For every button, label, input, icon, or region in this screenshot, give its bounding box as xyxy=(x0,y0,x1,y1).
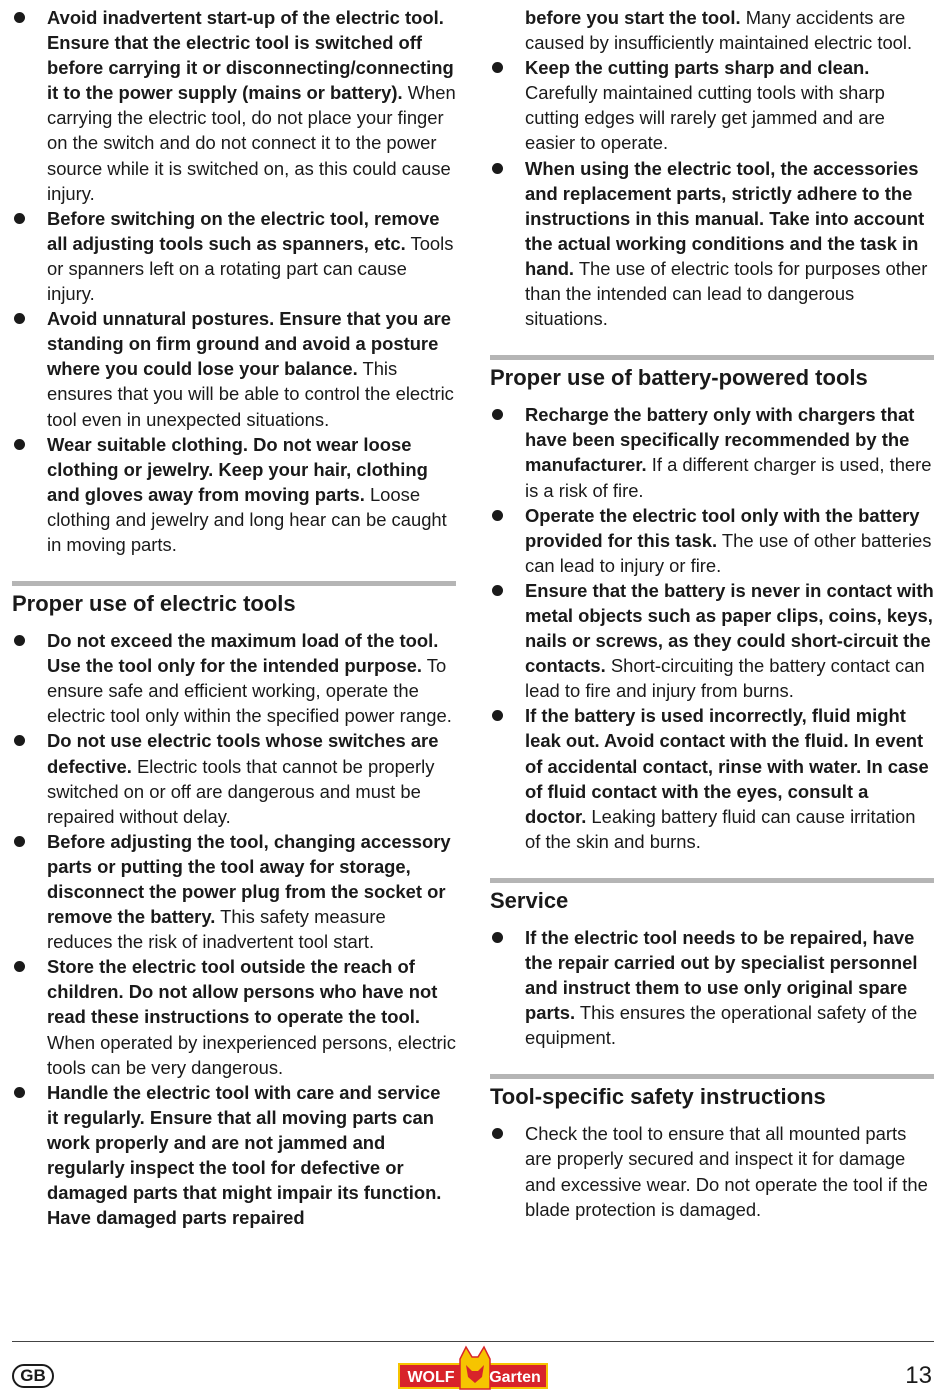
continued-paragraph xyxy=(490,5,934,55)
item-bold: Before switching on the electric tool, remove all adjusting tools such as spanners, etc. xyxy=(47,207,440,254)
item-bold: Operate the electric tool only with the battery provided for this task. xyxy=(525,504,920,551)
bullet-item xyxy=(12,5,456,206)
bullet-item xyxy=(12,954,456,1079)
item-text: This ensures the operational safety of the equipment. xyxy=(525,1002,918,1049)
item-bold: When using the electric tool, the accessories and replacement parts, strictly adhere to the instructions in this manual. Take into account the actual working conditions and the task in hand. xyxy=(525,157,925,279)
section-title-electric-tools: Proper use of electric tools xyxy=(12,591,296,617)
item-text: The use of electric tools for purposes other than the intended can lead to dangerous situations. xyxy=(525,257,928,330)
bullet-item xyxy=(490,578,934,703)
item-text: Check the tool to ensure that all mounted parts are properly secured and inspect it for damage and excessive wear. Do not operate the tool if the blade protection is damaged. xyxy=(525,1123,928,1220)
logo-garten-text: Garten xyxy=(489,1369,541,1386)
item-text: This ensures that you will be able to control the electric tool even in unexpected situations. xyxy=(47,358,454,430)
bullet-item xyxy=(12,432,456,557)
item-bold: Avoid unnatural postures. Ensure that you are standing on firm ground and avoid a posture where you could lose your balance. xyxy=(47,308,451,380)
bullet-item xyxy=(12,628,456,728)
bullet-icon xyxy=(492,932,503,943)
country-badge: GB xyxy=(12,1364,54,1388)
item-text: When operated by inexperienced persons, electric tools can be very dangerous. xyxy=(47,1031,456,1078)
logo-wolf-text: WOLF xyxy=(407,1369,455,1386)
bullet-item xyxy=(12,728,456,828)
bullet-item xyxy=(490,703,934,854)
bullet-icon xyxy=(492,163,503,174)
bullet-icon xyxy=(492,510,503,521)
left-column xyxy=(12,0,456,1230)
bullet-icon xyxy=(14,735,25,746)
bullet-icon xyxy=(492,62,503,73)
item-bold: If the electric tool needs to be repaired, have the repair carried out by specialist personnel and instruct them to use only original spare parts. xyxy=(525,926,918,1024)
bullet-icon xyxy=(14,1087,25,1098)
bullet-item xyxy=(490,55,934,155)
footer-rule xyxy=(12,1341,934,1342)
item-text: This safety measure reduces the risk of inadvertent tool start. xyxy=(47,906,386,953)
page-number: 13 xyxy=(905,1362,932,1389)
bullet-icon xyxy=(14,12,25,23)
item-bold: Before adjusting the tool, changing accessory parts or putting the tool away for storage, disconnect the power plug from the socket or remove the battery. xyxy=(47,830,451,928)
bullet-icon xyxy=(492,1128,503,1139)
item-bold: If the battery is used incorrectly, fluid might leak out. Avoid contact with the fluid. In event of accidental contact, rinse with water. In case of fluid contact with the eyes, consult a doctor. xyxy=(525,705,929,827)
item-bold: Keep the cutting parts sharp and clean. xyxy=(525,57,870,79)
item-text: To ensure safe and efficient working, operate the electric tool only within the specified power range. xyxy=(47,655,452,727)
section-title-tool-specific: Tool-specific safety instructions xyxy=(490,1084,826,1110)
item-bold: Do not use electric tools whose switches are defective. xyxy=(47,730,439,777)
bullet-icon xyxy=(14,439,25,450)
bullet-icon xyxy=(492,409,503,420)
bullet-item xyxy=(490,156,934,332)
bullet-icon xyxy=(14,313,25,324)
bullet-icon xyxy=(492,710,503,721)
item-text: Loose clothing and jewelry and long hear can be caught in moving parts. xyxy=(47,483,447,555)
bullet-icon xyxy=(14,961,25,972)
item-text: Leaking battery fluid can cause irritation of the skin and burns. xyxy=(525,805,916,852)
item-bold: Do not exceed the maximum load of the tool. Use the tool only for the intended purpose. xyxy=(47,630,439,677)
item-text: Short-circuiting the battery contact can lead to fire and injury from burns. xyxy=(525,655,925,702)
item-bold: before you start the tool. xyxy=(525,7,741,28)
bullet-item xyxy=(490,1121,934,1221)
item-bold: Avoid inadvertent start-up of the electric tool. Ensure that the electric tool is switched off before carrying it or disconnecting/connecting it to the power supply (mains or battery). xyxy=(47,7,454,104)
bullet-item xyxy=(12,206,456,306)
bullet-icon xyxy=(14,635,25,646)
item-text: When carrying the electric tool, do not place your finger on the switch and do not connect it to the power source while it is switched on, as this could cause injury. xyxy=(47,82,456,204)
item-text: If a different charger is used, there is a risk of fire. xyxy=(525,454,932,501)
bullet-item xyxy=(490,925,934,1050)
item-bold: Recharge the battery only with chargers that have been specifically recommended by the manufacturer. xyxy=(525,404,915,476)
bullet-item xyxy=(12,1080,456,1231)
section-title-battery-tools: Proper use of battery-powered tools xyxy=(490,365,868,391)
item-text: Carefully maintained cutting tools with sharp cutting edges will rarely get jammed and are easier to operate. xyxy=(525,82,885,154)
wolf-garten-logo xyxy=(398,1345,548,1391)
item-text: Electric tools that cannot be properly switched on or off are dangerous and must be repaired without delay. xyxy=(47,755,435,827)
item-bold: Ensure that the battery is never in contact with metal objects such as paper clips, coins, keys, nails or screws, as they could short-circuit the contacts. xyxy=(525,579,934,677)
bullet-item xyxy=(490,503,934,578)
right-column xyxy=(490,0,934,1222)
section-title-service: Service xyxy=(490,887,569,913)
bullet-icon xyxy=(492,585,503,596)
item-bold: Wear suitable clothing. Do not wear loose clothing or jewelry. Keep your hair, clothing and gloves away from moving parts. xyxy=(47,433,428,505)
bullet-item xyxy=(12,829,456,954)
item-text: The use of other batteries can lead to injury or fire. xyxy=(525,529,932,576)
item-bold: Handle the electric tool with care and service it regularly. Ensure that all moving parts can work properly and are not jammed and regularly inspect the tool for defective or damaged parts that might impair its function. Have damaged parts repaired xyxy=(47,1081,442,1229)
bullet-item xyxy=(490,402,934,502)
item-text: Tools or spanners left on a rotating part can cause injury. xyxy=(47,232,454,305)
bullet-icon xyxy=(14,836,25,847)
item-bold: Store the electric tool outside the reach of children. Do not allow persons who have not read these instructions to operate the tool. xyxy=(47,956,438,1028)
item-text: Many accidents are caused by insufficiently maintained electric tool. xyxy=(525,7,913,54)
bullet-icon xyxy=(14,213,25,224)
bullet-item xyxy=(12,306,456,431)
